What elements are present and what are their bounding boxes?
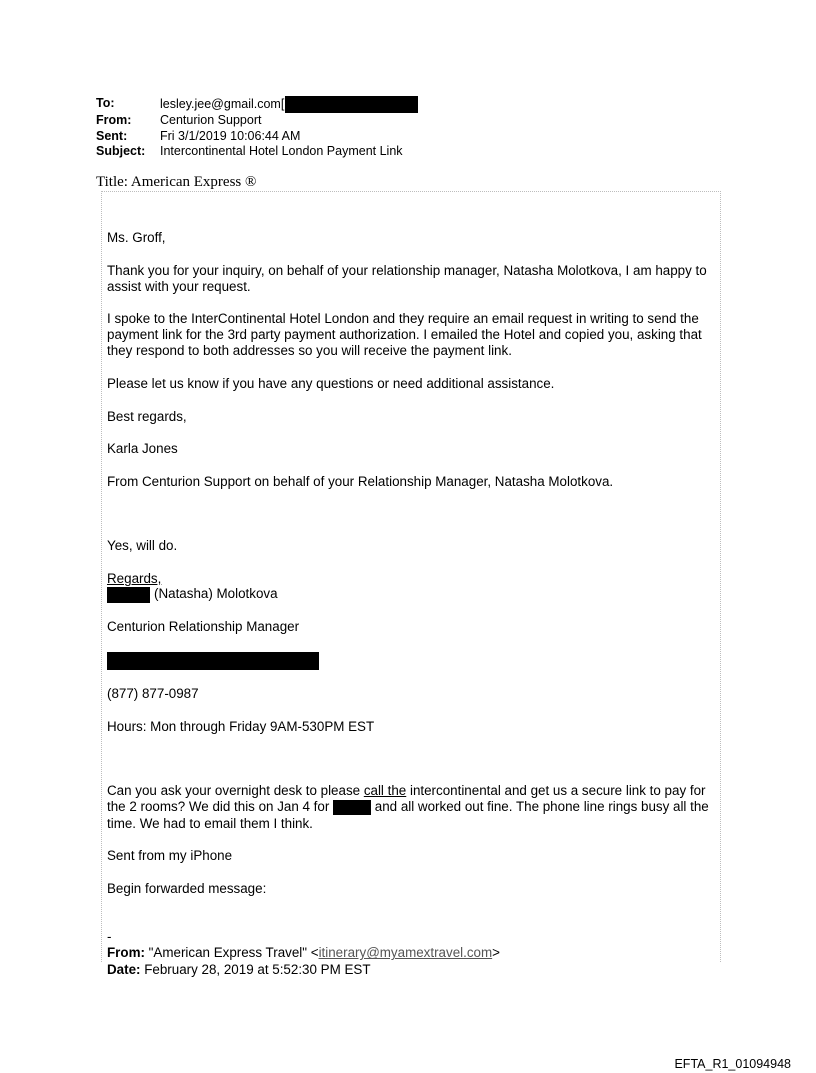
request-paragraph: Can you ask your overnight desk to please call the intercontinental and get us a secure link to pay for the 2 rooms? We did this on Jan 4 for and all worked out fine. The phone line rings busy all the time. We had to email them I think. <box>107 783 709 831</box>
sent-row <box>96 129 418 145</box>
fwd-from-email-link[interactable]: itinerary@myamextravel.com <box>318 945 493 961</box>
fwd-date-label: Date: <box>107 961 141 977</box>
reply-paragraph-2: I spoke to the InterContinental Hotel London and they require an email request in writing to send the payment link for the 3rd party payment authorization. I emailed the Hotel and copied you, asking that they respond to both addresses so you will receive the payment link. <box>107 311 702 359</box>
message-body <box>107 230 713 978</box>
from-label: From: <box>96 113 132 127</box>
rm-phone: (877) 877-0987 <box>107 686 199 702</box>
rm-regards <box>107 571 713 587</box>
fwd-from-name: "American Express Travel" < <box>148 945 319 961</box>
from-row <box>96 113 418 129</box>
signer-name: Karla Jones <box>107 441 178 457</box>
rm-redacted-line <box>107 652 713 670</box>
separator-dash: - <box>107 929 112 945</box>
forwarded-from-line: From: "American Express Travel" <itinerary@myamextravel.com> <box>107 945 500 961</box>
spacer <box>107 913 713 929</box>
fwd-date-value: February 28, 2019 at 5:52:30 PM EST <box>144 961 371 977</box>
rm-name-line <box>107 586 713 602</box>
signoff-line: From Centurion Support on behalf of your Relationship Manager, Natasha Molotkova. <box>107 473 614 489</box>
sent-from-line: Sent from my iPhone <box>107 848 233 864</box>
from-value: Centurion Support <box>160 113 262 127</box>
email-header <box>96 96 418 160</box>
rm-hours: Hours: Mon through Friday 9AM-530PM EST <box>107 718 375 734</box>
regards-text: Regards, <box>107 571 162 587</box>
redaction-box <box>107 652 319 670</box>
fwd-from-label: From: <box>107 945 145 961</box>
reply-paragraph-1: Thank you for your inquiry, on behalf of your relationship manager, Natasha Molotkova, I am happy to assist with your request. <box>107 262 707 294</box>
document-title: Title: American Express ® <box>96 174 257 190</box>
to-label: To: <box>96 96 115 110</box>
rm-reply-text: Yes, will do. <box>107 538 178 554</box>
subject-row <box>96 144 418 160</box>
redaction-box <box>333 800 371 815</box>
subject-value: Intercontinental Hotel London Payment Link <box>160 144 403 158</box>
rm-name: (Natasha) Molotkova <box>154 586 278 602</box>
closing: Best regards, <box>107 408 187 424</box>
redaction-box <box>107 587 150 603</box>
reply-paragraph-3: Please let us know if you have any questions or need additional assistance. <box>107 376 555 392</box>
sent-value: Fri 3/1/2019 10:06:44 AM <box>160 128 301 143</box>
sent-label: Sent: <box>96 128 128 143</box>
salutation: Ms. Groff, <box>107 230 166 245</box>
subject-label: Subject: <box>96 144 146 158</box>
to-value: lesley.jee@gmail.com[ <box>160 96 418 113</box>
rm-role: Centurion Relationship Manager <box>107 619 300 635</box>
spacer <box>107 506 713 538</box>
forwarded-line: Begin forwarded message: <box>107 880 267 896</box>
to-row <box>96 96 418 113</box>
spacer <box>107 751 713 783</box>
document-id: EFTA_R1_01094948 <box>674 1057 791 1071</box>
redaction-box <box>285 96 418 113</box>
forwarded-date-line <box>107 962 713 978</box>
